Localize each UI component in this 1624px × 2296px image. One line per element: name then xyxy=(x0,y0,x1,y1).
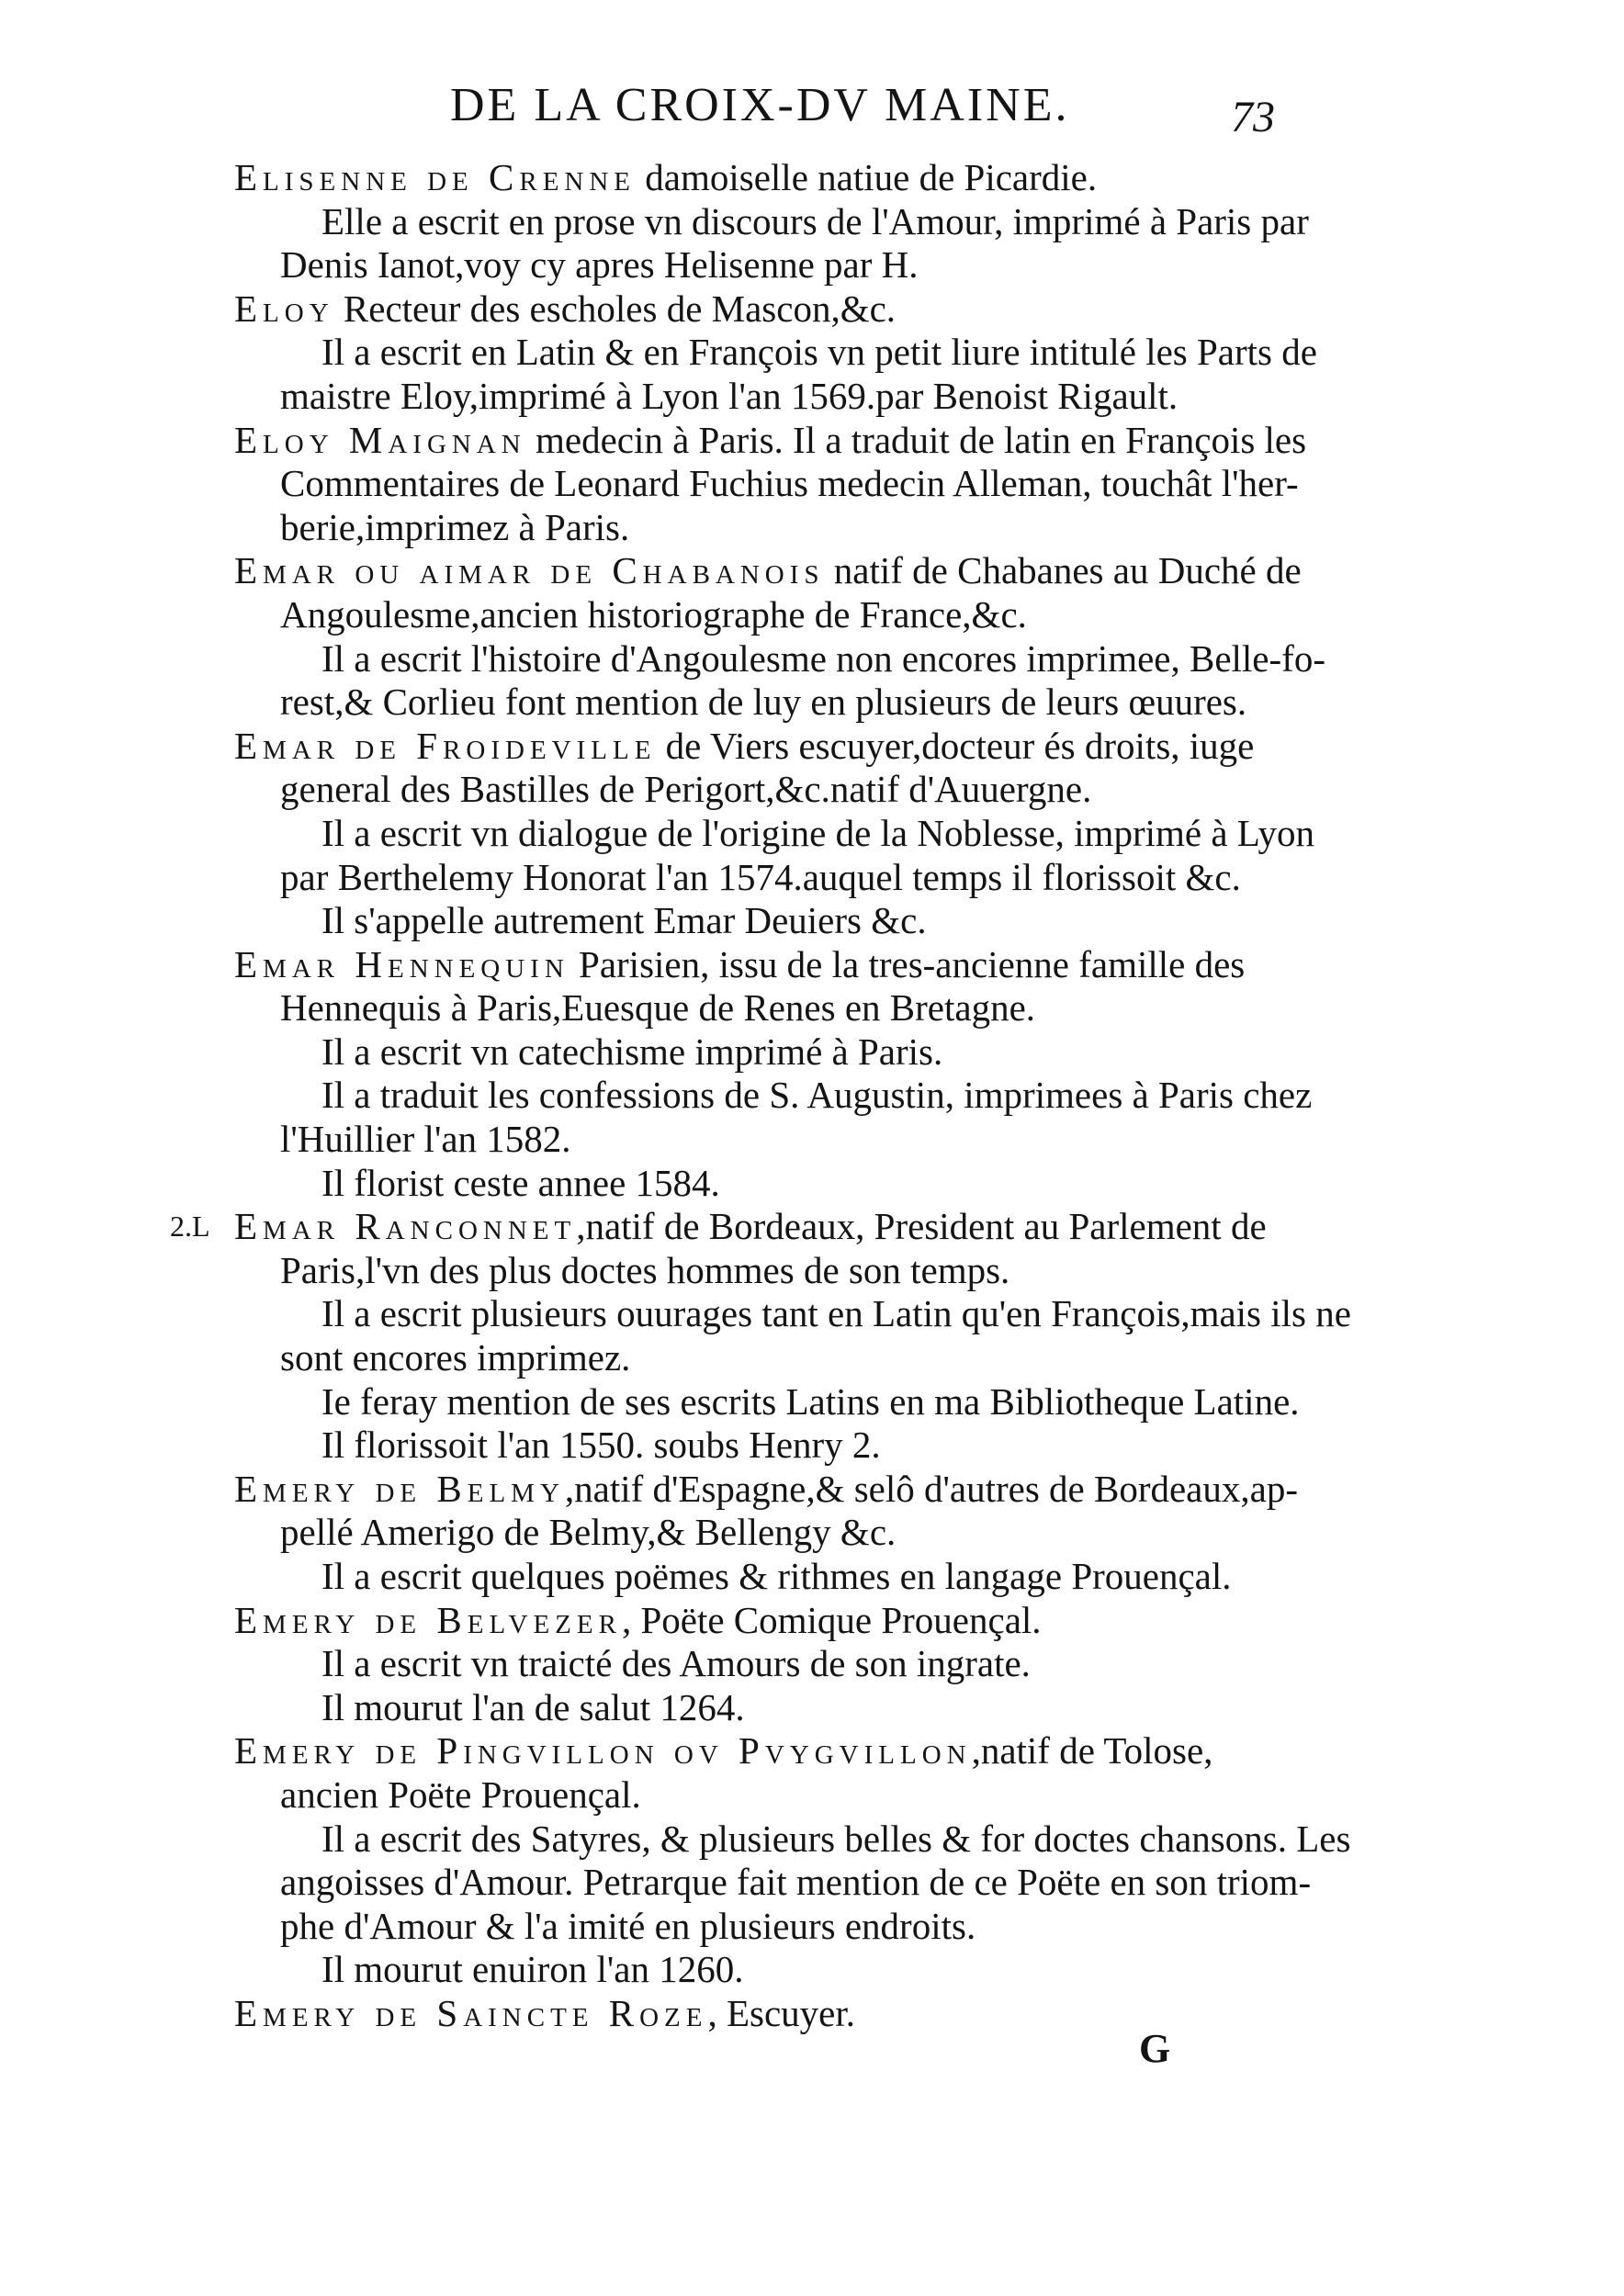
text-line xyxy=(234,637,1323,681)
line-text: , Poëte Comique Prouençal. xyxy=(621,1598,1042,1641)
text-line xyxy=(234,1555,1323,1599)
line-text: medecin à Paris. Il a traduit de latin en François les xyxy=(525,418,1307,461)
line-text: sont encores imprimez. xyxy=(280,1336,631,1379)
text-line xyxy=(234,200,1323,244)
line-text: ancien Poëte Prouençal. xyxy=(280,1773,641,1816)
line-text: Il mourut enuiron l'an 1260. xyxy=(321,1948,744,1991)
author-name: Eloy xyxy=(234,287,334,330)
author-name: Emar de Froideville xyxy=(234,724,657,767)
line-text: Il a escrit en Latin & en François vn petit liure intitulé les Parts de xyxy=(321,331,1317,374)
author-name: Emery de Belmy xyxy=(234,1467,565,1510)
line-text: Il a escrit des Satyres, & plusieurs belles & for doctes chansons. Les xyxy=(321,1817,1351,1860)
text-line xyxy=(234,1336,1323,1380)
line-text: Il a escrit quelques poëmes & rithmes en langage Prouençal. xyxy=(321,1555,1232,1597)
text-line xyxy=(234,1817,1351,1862)
text-line xyxy=(234,331,1323,375)
line-text: berie,imprimez à Paris. xyxy=(280,505,630,548)
author-name: Emery de Saincte Roze xyxy=(234,1991,708,2034)
line-text: ,natif de Tolose, xyxy=(971,1729,1213,1773)
text-line xyxy=(234,462,1323,506)
line-text: Il a escrit vn dialogue de l'origine de la Noblesse, imprimé à Lyon xyxy=(321,811,1315,854)
line-text: Il s'appelle autrement Emar Deuiers &c. xyxy=(321,899,927,942)
text-line xyxy=(234,986,1323,1030)
line-text: Ie feray mention de ses escrits Latins en ma Bibliotheque Latine. xyxy=(321,1379,1300,1423)
text-line xyxy=(234,1905,1323,1949)
line-text: de Viers escuyer,docteur és droits, iuge xyxy=(656,724,1255,767)
text-line xyxy=(234,375,1323,419)
line-text: Paris,l'vn des plus doctes hommes de son temps. xyxy=(280,1248,1010,1291)
line-text: Il a escrit l'histoire d'Angoulesme non encores imprimee, Belle-fo- xyxy=(321,636,1325,680)
text-line xyxy=(234,1686,1323,1730)
line-text: Il mourut l'an de salut 1264. xyxy=(321,1685,745,1728)
text-line xyxy=(234,593,1323,637)
entry-heading-line xyxy=(234,943,1323,987)
line-text: Denis Ianot,voy cy apres Helisenne par H. xyxy=(280,243,919,287)
page-body xyxy=(170,156,1351,2036)
entry-heading-line xyxy=(234,549,1323,593)
line-text: rest,& Corlieu font mention de luy en plusieurs de leurs œuures. xyxy=(280,681,1247,724)
line-text: angoisses d'Amour. Petrarque fait mention de ce Poëte en son triom- xyxy=(280,1861,1312,1904)
line-text: Il a escrit vn traicté des Amours de son ingrate. xyxy=(321,1642,1031,1685)
line-text: Commentaires de Leonard Fuchius medecin Alleman, touchât l'her- xyxy=(280,462,1299,505)
text-line xyxy=(234,506,1323,550)
line-text: general des Bastilles de Perigort,&c.natif d'Auuergne. xyxy=(280,768,1092,811)
text-line xyxy=(234,1118,1323,1162)
line-text: maistre Eloy,imprimé à Lyon l'an 1569.par Benoist Rigault. xyxy=(280,374,1179,417)
author-name: Eloy Maignan xyxy=(234,418,526,461)
line-text: l'Huillier l'an 1582. xyxy=(280,1118,571,1161)
author-name: Emery de Belvezer xyxy=(234,1598,622,1641)
text-line xyxy=(234,1948,1323,1992)
text-line xyxy=(234,1249,1323,1293)
entry-heading-line xyxy=(234,1599,1323,1643)
line-text: Angoulesme,ancien historiographe de France,&c. xyxy=(280,592,1027,636)
line-text: Parisien, issu de la tres-ancienne famille des xyxy=(569,942,1246,985)
entry-heading-line xyxy=(234,725,1323,769)
author-name: Emar Ranconnet xyxy=(234,1205,577,1248)
text-line xyxy=(234,1380,1323,1424)
text-line xyxy=(234,1861,1323,1905)
line-text: phe d'Amour & l'a imité en plusieurs endroits. xyxy=(280,1904,976,1947)
line-text: Il a escrit plusieurs ouurages tant en Latin qu'en François,mais ils ne xyxy=(321,1292,1351,1335)
text-line xyxy=(234,1292,1351,1336)
line-text: par Berthelemy Honorat l'an 1574.auquel temps il florissoit &c. xyxy=(280,855,1241,898)
line-text: pellé Amerigo de Belmy,& Bellengy &c. xyxy=(280,1511,897,1554)
entry-heading-line xyxy=(234,1729,1323,1773)
author-name: Emar ou aimar de Chabanois xyxy=(234,549,825,592)
line-text: Il florissoit l'an 1550. soubs Henry 2. xyxy=(321,1424,881,1467)
text-line xyxy=(234,1773,1323,1818)
text-line xyxy=(234,1074,1323,1118)
line-text: Il a traduit les confessions de S. Augustin, imprimees à Paris chez xyxy=(321,1074,1313,1117)
entry-heading-line xyxy=(234,1468,1323,1512)
text-line xyxy=(234,1162,1323,1206)
running-head: DE LA CROIX-DV MAINE. xyxy=(450,79,1070,131)
line-text: ,natif d'Espagne,& selô d'autres de Bordeaux,ap- xyxy=(564,1467,1298,1510)
text-line xyxy=(234,899,1323,943)
text-line xyxy=(234,856,1323,900)
author-name: Emery de Pingvillon ov Pvygvillon xyxy=(234,1729,972,1773)
line-text: , Escuyer. xyxy=(707,1991,856,2034)
line-text: ,natif de Bordeaux, President au Parlement de xyxy=(576,1205,1267,1248)
line-text: Elle a escrit en prose vn discours de l'Amour, imprimé à Paris par xyxy=(321,199,1309,242)
page-number: 73 xyxy=(1231,93,1275,141)
text-line xyxy=(234,1511,1323,1555)
signature-mark: G xyxy=(1139,2026,1171,2071)
author-name: Elisenne de Crenne xyxy=(234,156,637,198)
entry-heading-line xyxy=(234,419,1323,463)
line-text: Hennequis à Paris,Euesque de Renes en Bretagne. xyxy=(280,986,1036,1030)
line-text: Recteur des escholes de Mascon,&c. xyxy=(333,287,897,330)
text-line xyxy=(234,243,1323,287)
text-line xyxy=(234,681,1323,725)
line-text: Il a escrit vn catechisme imprimé à Paris. xyxy=(321,1030,943,1073)
entry-heading-line xyxy=(234,156,1323,200)
text-line xyxy=(234,1030,1323,1075)
text-line xyxy=(234,812,1323,856)
line-text: damoiselle natiue de Picardie. xyxy=(636,156,1098,198)
text-line xyxy=(234,1424,1323,1468)
margin-note: 2.L xyxy=(170,1210,210,1244)
text-line xyxy=(234,1642,1323,1686)
entry-heading-line xyxy=(234,287,1323,332)
entry-heading-line xyxy=(170,1205,1323,1249)
line-text: Il florist ceste annee 1584. xyxy=(321,1161,720,1204)
author-name: Emar Hennequin xyxy=(234,942,570,985)
line-text: natif de Chabanes au Duché de xyxy=(824,549,1302,592)
text-line xyxy=(234,768,1323,812)
